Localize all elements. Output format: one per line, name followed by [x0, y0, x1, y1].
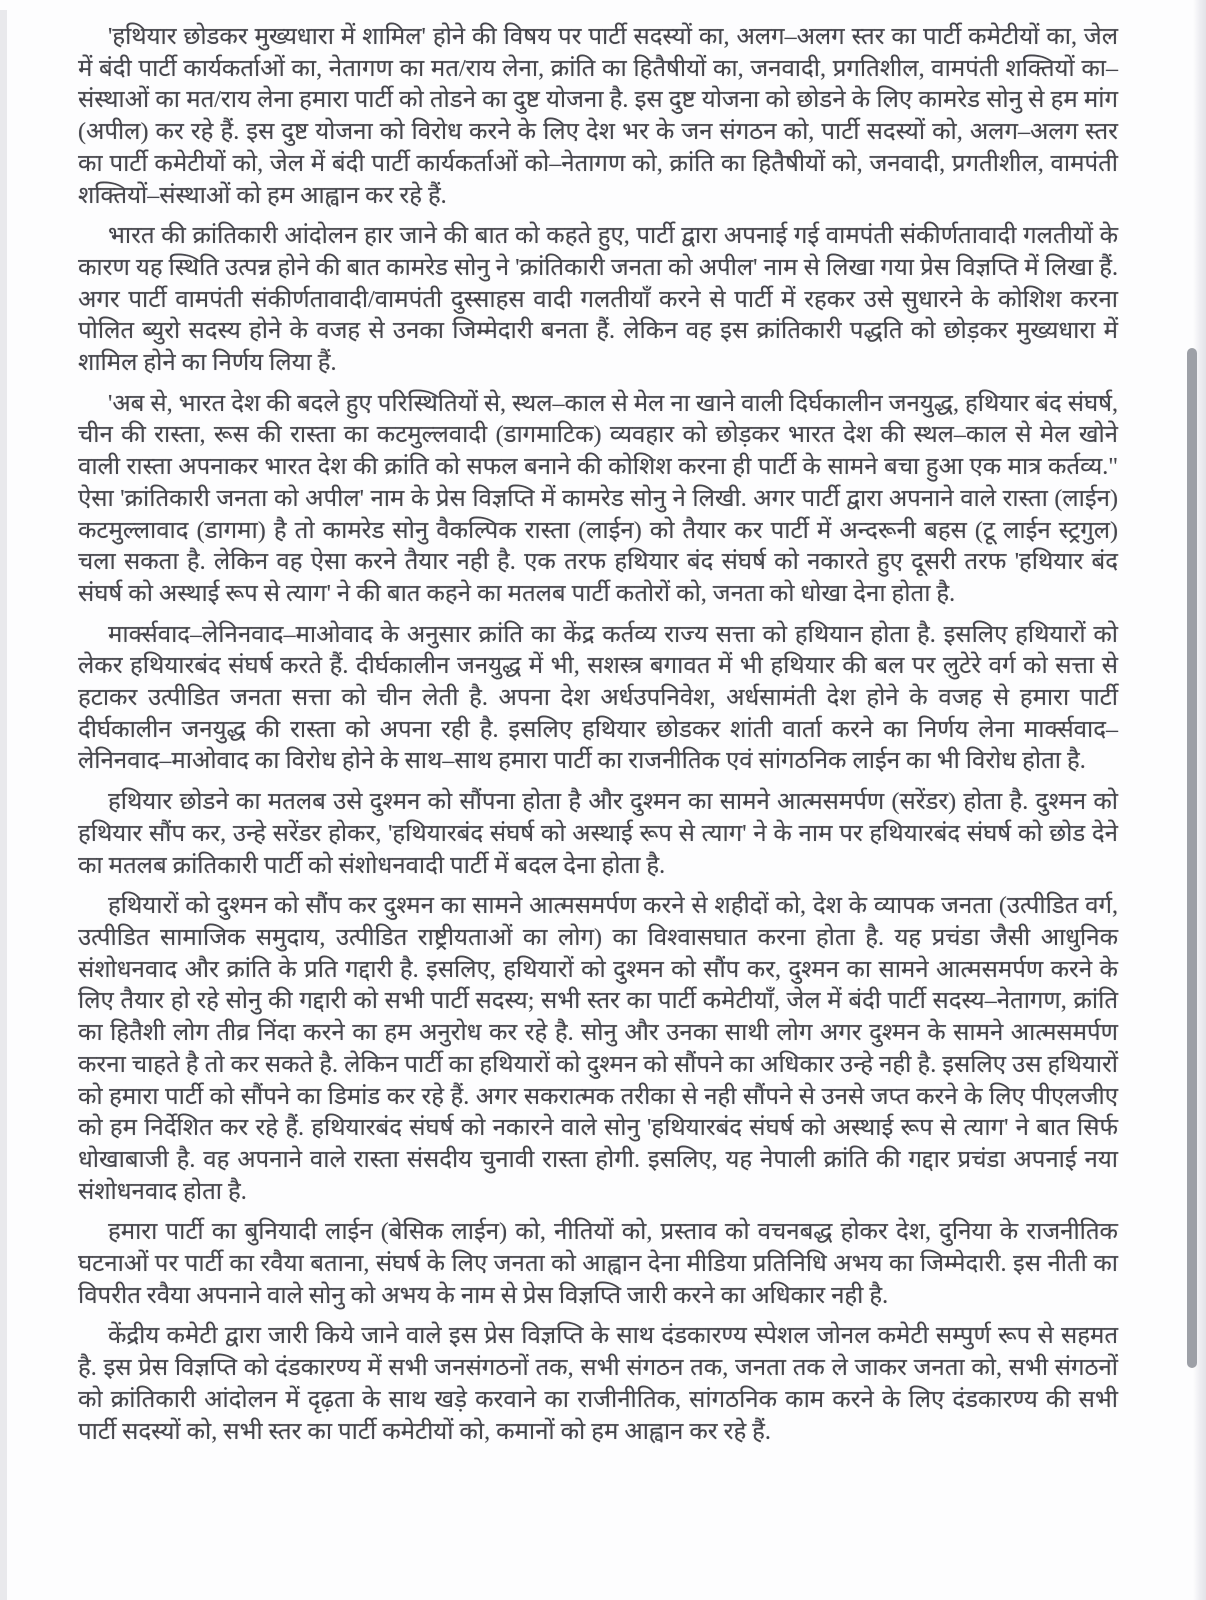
paragraph-8: केंद्रीय कमेटी द्वारा जारी किये जाने वाले इस प्रेस विज्ञप्ति के साथ दंडकारण्य स्पेशल जोनल कमेटी सम्पुर्ण रूप से सहमत है. इस प्रेस विज्ञप्ति को दंडकारण्य में सभी जनसंगठनों तक, सभी संगठन तक, जनता तक ले जाकर जनता को, सभी संगठनों को क्रांतिकारी आंदोलन में दृढ़ता के साथ खड़े करवाने का राजीनीतिक, सांगठनिक काम करने के लिए दंडकारण्य की सभी पार्टी सदस्यों को, सभी स्तर का पार्टी कमेटीयों को, कमानों को हम आह्वान कर रहे हैं. — [78, 1323, 1118, 1445]
paragraph-7: हमारा पार्टी का बुनियादी लाईन (बेसिक लाईन) को, नीतियों को, प्रस्ताव को वचनबद्ध होकर देश, दुनिया के राजनीतिक घटनाओं पर पार्टी का रवैया बताना, संघर्ष के लिए जनता को आह्वान देना मीडिया प्रतिनिधि अभय का जिम्मेदारी. इस नीती का विपरीत रवैया अपनाने वाले सोनु को अभय के नाम से प्रेस विज्ञप्ति जारी करने का अधिकार नही है. — [78, 1219, 1118, 1309]
paragraph-2: भारत की क्रांतिकारी आंदोलन हार जाने की बात को कहते हुए, पार्टी द्वारा अपनाई गई वामपंती संकीर्णतावादी गलतीयों के कारण यह स्थिति उत्पन्न होने की बात कामरेड सोनु ने 'क्रांतिकारी जनता को अपील' नाम से लिखा गया प्रेस विज्ञप्ति में लिखा हैं. अगर पार्टी वामपंती संकीर्णतावादी/वामपंती दुस्साहस वादी गलतीयाँ करने से पार्टी में रहकर उसे सुधारने के कोशिश करना पोलित ब्युरो सदस्य होने के वजह से उनका जिम्मेदारी बनता हैं. लेकिन वह इस क्रांतिकारी पद्धति को छोड़कर मुख्यधारा में शामिल होने का निर्णय लिया हैं. — [78, 223, 1118, 377]
document-page — [78, 22, 1118, 1457]
paragraph-6: हथियारों को दुश्मन को सौंप कर दुश्मन का सामने आत्मसमर्पण करने से शहीदों को, देश के व्यापक जनता (उत्पीडित वर्ग, उत्पीडित सामाजिक समुदाय, उत्पीडित राष्ट्रीयताओं का लोग) का विश्वासघात करना होता है. यह प्रचंडा जैसी आधुनिक संशोधनवाद और क्रांति के प्रति गद्दारी है. इसलिए, हथियारों को दुश्मन को सौंप कर, दुश्मन का सामने आत्मसमर्पण करने के लिए तैयार हो रहे सोनु की गद्दारी को सभी पार्टी सदस्य; सभी स्तर का पार्टी कमेटीयाँ, जेल में बंदी पार्टी सदस्य–नेतागण, क्रांति का हितैशी लोग तीव्र निंदा करने का हम अनुरोध कर रहे है. सोनु और उनका साथी लोग अगर दुश्मन के सामने आत्मसमर्पण करना चाहते है तो कर सकते है. लेकिन पार्टी का हथियारों को दुश्मन को सौंपने का अधिकार उन्हे नही है. इसलिए उस हथियारों को हमारा पार्टी को सौंपने का डिमांड कर रहे हैं. अगर सकरात्मक तरीका से नही सौंपने से उनसे जप्त करने के लिए पीएलजीए को हम निर्देशित कर रहे हैं. हथियारबंद संघर्ष को नकारने वाले सोनु 'हथियारबंद संघर्ष को अस्थाई रूप से त्याग' ने बात सिर्फ धोखाबाजी है. वह अपनाने वाले रास्ता संसदीय चुनावी रास्ता होगी. इसलिए, यह नेपाली क्रांति की गद्दार प्रचंडा अपनाई नया संशोधनवाद होता है. — [78, 893, 1118, 1205]
scrollbar-thumb[interactable] — [1187, 348, 1197, 1368]
paragraph-1: 'हथियार छोडकर मुख्यधारा में शामिल' होने की विषय पर पार्टी सदस्यों का, अलग–अलग स्तर का पार्टी कमेटीयों का, जेल में बंदी पार्टी कार्यकर्ताओं का, नेतागण का मत/राय लेना, क्रांति का हितैषीयों का, जनवादी, प्रगतिशील, वामपंती शक्तियों का–संस्थाओं का मत/राय लेना हमारा पार्टी को तोडने का दुष्ट योजना है. इस दुष्ट योजना को छोडने के लिए कामरेड सोनु से हम मांग (अपील) कर रहे हैं. इस दुष्ट योजना को विरोध करने के लिए देश भर के जन संगठन को, पार्टी सदस्यों को, अलग–अलग स्तर का पार्टी कमेटीयों को, जेल में बंदी पार्टी कार्यकर्ताओं को–नेतागण को, क्रांति का हितैषीयों को, जनवादी, प्रगतीशील, वामपंती शक्तियों–संस्थाओं को हम आह्वान कर रहे हैं. — [78, 24, 1118, 209]
paragraph-4: मार्क्सवाद–लेनिनवाद–माओवाद के अनुसार क्रांति का केंद्र कर्तव्य राज्य सत्ता को हथियान होता है. इसलिए हथियारों को लेकर हथियारबंद संघर्ष करते हैं. दीर्घकालीन जनयुद्ध में भी, सशस्त्र बगावत में भी हथियार की बल पर लुटेरे वर्ग को सत्ता से हटाकर उत्पीडित जनता सत्ता को चीन लेती है. अपना देश अर्धउपनिवेश, अर्धसामंती देश होने के वजह से हमारा पार्टी दीर्घकालीन जनयुद्ध की रास्ता को अपना रही है. इसलिए हथियार छोडकर शांती वार्ता करने का निर्णय लेना मार्क्सवाद–लेनिनवाद–माओवाद का विरोध होने के साथ–साथ हमारा पार्टी का राजनीतिक एवं सांगठनिक लाईन का भी विरोध होता है. — [78, 621, 1118, 775]
page-left-edge — [0, 10, 7, 1600]
paragraph-3: 'अब से, भारत देश की बदले हुए परिस्थितियों से, स्थल–काल से मेल ना खाने वाली दिर्घकालीन जनयुद्ध, हथियार बंद संघर्ष, चीन की रास्ता, रूस की रास्ता का कटमुल्लवादी (डागमाटिक) व्यवहार को छोड़कर भारत देश की स्थल–काल से मेल खोने वाली रास्ता अपनाकर भारत देश की क्रांति को सफल बनाने की कोशिश करना ही पार्टी के सामने बचा हुआ एक मात्र कर्तव्य." ऐसा 'क्रांतिकारी जनता को अपील' नाम के प्रेस विज्ञप्ति में कामरेड सोनु ने लिखी. अगर पार्टी द्वारा अपनाने वाले रास्ता (लाईन) कटमुल्लावाद (डागमा) है तो कामरेड सोनु वैकल्पिक रास्ता (लाईन) को तैयार कर पार्टी में अन्दरूनी बहस (टू लाईन स्ट्रगुल) चला सकता है. लेकिन वह ऐसा करने तैयार नही है. एक तरफ हथियार बंद संघर्ष को नकारते हुए दूसरी तरफ 'हथियार बंद संघर्ष को अस्थाई रूप से त्याग' ने की बात कहने का मतलब पार्टी कतोरों को, जनता को धोखा देना होता है. — [78, 390, 1118, 607]
paragraph-5: हथियार छोडने का मतलब उसे दुश्मन को सौंपना होता है और दुश्मन का सामने आत्मसमर्पण (सरेंडर) होता है. दुश्मन को हथियार सौंप कर, उन्हे सरेंडर होकर, 'हथियारबंद संघर्ष को अस्थाई रूप से त्याग' ने के नाम पर हथियारबंद संघर्ष को छोड देने का मतलब क्रांतिकारी पार्टी को संशोधनवादी पार्टी में बदल देना होता है. — [78, 789, 1118, 879]
